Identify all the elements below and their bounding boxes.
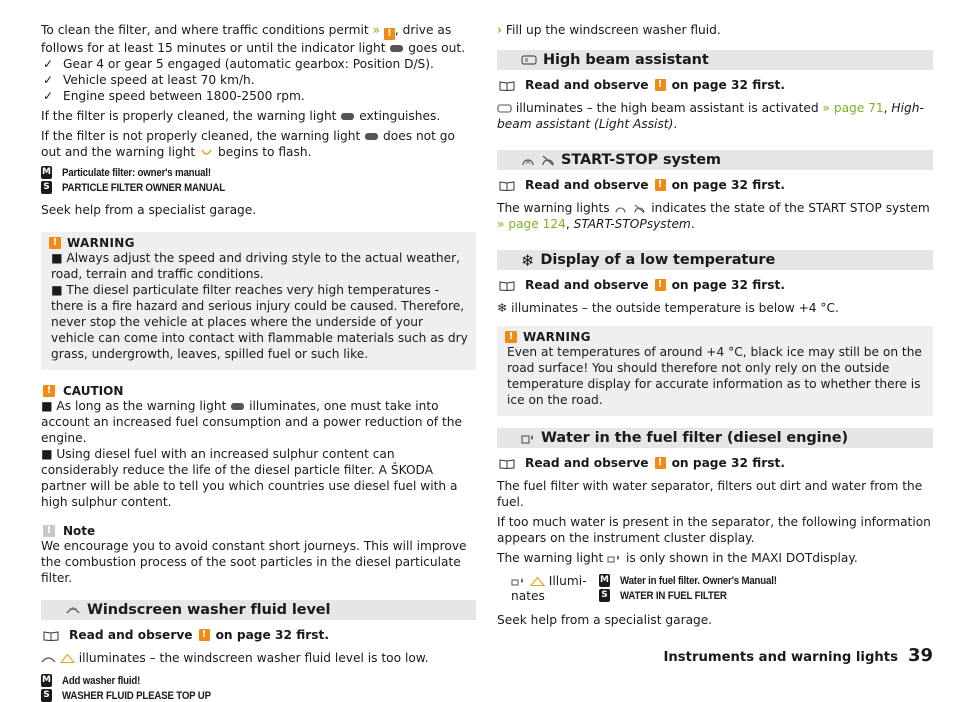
svg-text:A: A: [525, 158, 531, 166]
washer-fluid-icon: [41, 654, 56, 663]
start-stop-icon: [521, 151, 535, 170]
read-and-observe: Read and observe ! on page 32 first.: [499, 178, 933, 192]
caution-line: ■ As long as the warning light illuminates, one must take into account an increased fuel consumption and a power reduction of the engine.: [41, 399, 462, 445]
dpf-icon: [364, 132, 379, 141]
display-message-row: S WATER IN FUEL FILTER: [599, 589, 798, 602]
start-stop-off-icon: [632, 204, 647, 213]
warning-icon: !: [655, 457, 666, 469]
list-item: ✓ Gear 4 or gear 5 engaged (automatic gearbox: Position D/S).: [43, 57, 434, 71]
warning-icon: !: [655, 179, 666, 191]
warning-header: ! WARNING: [497, 326, 933, 344]
water-paragraph: The warning light is only shown in the MAXI DOTdisplay.: [497, 551, 858, 565]
snowflake-icon: ❄: [497, 301, 508, 315]
start-stop-icon: [613, 204, 628, 213]
caution-block: [41, 384, 476, 510]
warning-icon: !: [655, 79, 666, 91]
fuel-water-icon: [607, 554, 622, 563]
seek-help-text: Seek help from a specialist garage.: [41, 203, 257, 217]
water-display-table: [497, 574, 933, 604]
section-title: Water in the fuel filter (diesel engine): [541, 430, 848, 446]
display-messages: [599, 574, 798, 604]
note-header: ! Note: [43, 524, 476, 538]
warning-icon: !: [199, 629, 210, 641]
read-and-observe: Read and observe ! on page 32 first.: [499, 456, 933, 470]
caution-line: ■ Using diesel fuel with an increased sulphur content can considerably reduce the life of the diesel particle filter. A ŠKODA partner will be able to tell you which countries use diesel fuel with a high sulphur content.: [41, 447, 458, 509]
display-messages: [41, 166, 476, 194]
maxi-dot-badge: M: [42, 675, 51, 685]
maxi-dot-badge: M: [600, 575, 609, 585]
section-water-header: [497, 428, 933, 448]
warning-icon: !: [655, 279, 666, 291]
washer-fluid-icon: [65, 601, 81, 620]
water-paragraph: If too much water is present in the separator, the following information appears on the instrument cluster display.: [497, 515, 931, 545]
warning-box: [41, 232, 476, 370]
book-icon: [499, 180, 515, 191]
condition-list: [41, 56, 476, 104]
left-column: [41, 0, 476, 702]
dpf-icon: [389, 44, 404, 53]
display-messages: [41, 674, 476, 702]
highbeam-text: illuminates – the high beam assistant is activated » page 71, High-beam assistant (Light Assist).: [497, 101, 924, 131]
check-icon: ✓: [43, 57, 54, 71]
caution-header: ! CAUTION: [43, 384, 476, 398]
page-footer: [664, 645, 933, 666]
warning-icon: !: [505, 331, 517, 343]
snowflake-icon: ❄: [521, 250, 535, 270]
note-block: [41, 524, 476, 586]
display-message-row: S WASHER FLUID PLEASE TOP UP: [41, 689, 476, 702]
high-beam-assist-icon: [497, 104, 512, 113]
fuel-water-icon: [511, 577, 526, 586]
warning-icon: !: [49, 237, 61, 249]
section-lowtemp-header: [497, 250, 933, 270]
warning-body: ■ Always adjust the speed and driving style to the actual weather, road, terrain and traffic conditions. ■ The diesel particulate filter reaches very high temperatures - there is a fire hazard and serious injury could be caused. Therefore, never stop the vehicle at places where the underside of your vehicle can come into contact with flammable materials such as dry grass, undergrowth, leaves, spilled fuel or such like.: [51, 251, 468, 361]
read-and-observe: Read and observe ! on page 32 first.: [43, 628, 476, 642]
section-washer-header: [41, 600, 476, 620]
read-and-observe: Read and observe ! on page 32 first.: [499, 78, 933, 92]
list-item: ✓ Vehicle speed at least 70 km/h.: [43, 73, 255, 87]
illuminates-cell: Illumi- nates: [511, 574, 587, 603]
page-link[interactable]: »: [372, 23, 381, 37]
display-message-row: M Add washer fluid!: [42, 674, 141, 687]
page-number: 39: [907, 645, 933, 666]
page-link[interactable]: » page 124: [497, 217, 566, 231]
page-link[interactable]: » page 71: [822, 101, 884, 115]
note-text: We encourage you to avoid constant short journeys. This will improve the combustion process of the soot particles in the diesel particulate filter.: [41, 539, 467, 585]
washer-text: illuminates – the windscreen washer fluid level is too low.: [41, 650, 476, 666]
section-title: Windscreen washer fluid level: [87, 602, 331, 618]
display-message-row: S PARTICLE FILTER OWNER MANUAL: [41, 181, 476, 194]
read-and-observe: Read and observe ! on page 32 first.: [499, 278, 933, 292]
dpf-clean-paragraph: To clean the filter, and where traffic conditions permit » ! , drive as follows for at least 15 minutes or until the indicator light goes out.: [41, 23, 465, 55]
lowtemp-text: ❄ illuminates – the outside temperature is below +4 °C.: [497, 301, 839, 315]
startstop-text: The warning lights indicates the state of the START STOP system » page 124, START-STOPsystem.: [497, 201, 930, 231]
dpf-icon: [340, 112, 355, 121]
book-icon: [499, 280, 515, 291]
high-beam-assist-icon: [521, 51, 537, 70]
start-stop-off-icon: [541, 151, 555, 170]
display-message-row: M Particulate filter: owner's manual!: [42, 166, 211, 179]
glow-plug-icon: [199, 148, 214, 157]
cleaned-paragraph: If the filter is properly cleaned, the warning light extinguishes.: [41, 109, 441, 123]
check-icon: ✓: [43, 89, 54, 103]
maxi-dot-badge: M: [42, 167, 51, 177]
section-highbeam-header: [497, 50, 933, 70]
warning-box: [497, 326, 933, 416]
section-startstop-header: [497, 150, 933, 170]
check-icon: ✓: [43, 73, 54, 87]
section-title: High beam assistant: [543, 52, 709, 68]
section-title: START-STOP system: [561, 152, 721, 168]
segment-display-badge: S: [41, 181, 52, 194]
right-column: [497, 0, 933, 628]
fill-up-text: › Fill up the windscreen washer fluid.: [497, 23, 721, 37]
warning-triangle-icon: [60, 654, 75, 663]
caution-icon: !: [43, 385, 55, 397]
list-item: ✓ Engine speed between 1800-2500 rpm.: [43, 89, 305, 103]
segment-display-badge: S: [599, 589, 610, 602]
water-paragraph: The fuel filter with water separator, filters out dirt and water from the fuel.: [497, 479, 923, 509]
warning-icon: !: [384, 28, 395, 40]
warning-body: Even at temperatures of around +4 °C, black ice may still be on the road surface! You should therefore not only rely on the outside temperature display for accurate information as to whether there is ice on the road.: [507, 345, 922, 407]
not-cleaned-paragraph: If the filter is not properly cleaned, the warning light does not go out and the warning light begins to flash.: [41, 129, 455, 159]
dpf-icon: [230, 402, 245, 411]
book-icon: [499, 80, 515, 91]
fuel-water-icon: [521, 429, 535, 448]
display-message-row: M Water in fuel filter. Owner's Manual!: [600, 574, 777, 587]
seek-help-text: Seek help from a specialist garage.: [497, 613, 713, 627]
warning-header: ! WARNING: [41, 232, 476, 250]
info-icon: !: [43, 525, 55, 537]
book-icon: [43, 630, 59, 641]
chapter-title: Instruments and warning lights: [663, 650, 898, 665]
warning-triangle-icon: [530, 577, 545, 586]
segment-display-badge: S: [41, 689, 52, 702]
section-title: Display of a low temperature: [540, 252, 776, 268]
book-icon: [499, 458, 515, 469]
step-arrow-icon: ›: [497, 23, 503, 37]
